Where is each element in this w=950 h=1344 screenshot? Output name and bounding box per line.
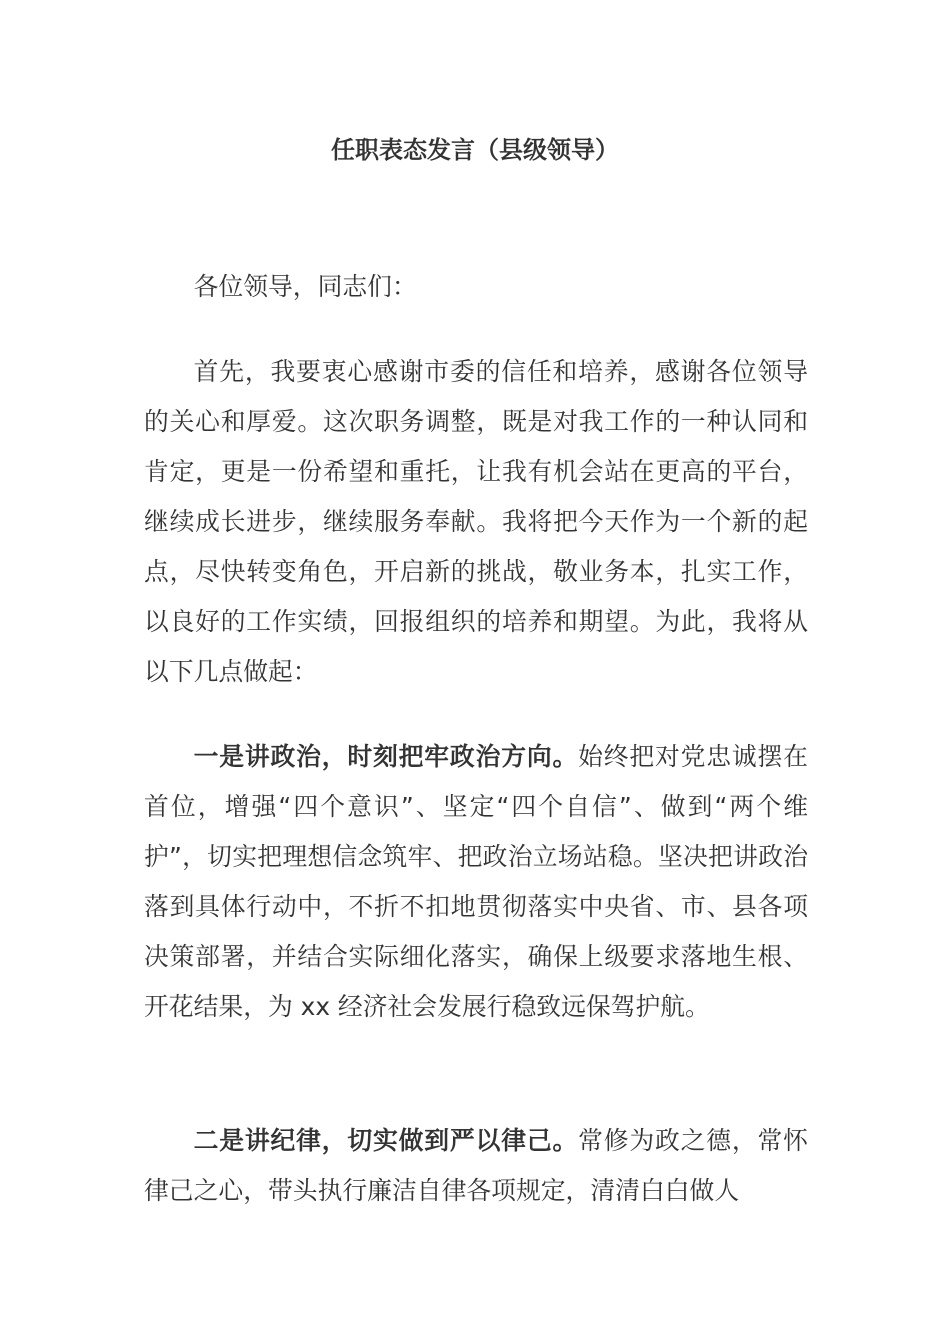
document-title: 任职表态发言（县级领导） (331, 136, 619, 164)
intro-paragraph: 首先，我要衷心感谢市委的信任和培养，感谢各位领导的关心和厚爱。这次职务调整，既是对我工作的一种认同和肯定，更是一份希望和重托，让我有机会站在更高的平台，继续成长进步，继续服务奉献。我将把今天作为一个新的起点，尽快转变角色，开启新的挑战，敬业务本，扎实工作，以良好的工作实绩，回报组织的培养和期望。为此，我将从以下几点做起： (144, 357, 808, 686)
point-2-lead: 二是讲纪律，切实做到严以律己。 (193, 1126, 579, 1155)
point-paragraph-1 (144, 732, 808, 1032)
point-1-text: 始终把对党忠诚摆在首位，增强“四个意识”、坚定“四个自信”、做到“两个维护”，切实把理想信念筑牢、把政治立场站稳。坚决把讲政治落到具体行动中，不折不扣地贯彻落实中央省、市、县各项决策部署，并结合实际细化落实，确保上级要求落地生根、开花结果，为 xx 经济社会发展行稳致远保驾护航。 (144, 742, 808, 1021)
point-paragraph-2 (144, 1116, 808, 1216)
point-2-text: 常修为政之德，常怀律己之心，带头执行廉洁自律各项规定，清清白白做人 (144, 1126, 808, 1205)
greeting-paragraph: 各位领导，同志们： (193, 272, 417, 301)
point-1-lead: 一是讲政治，时刻把牢政治方向。 (193, 742, 579, 771)
